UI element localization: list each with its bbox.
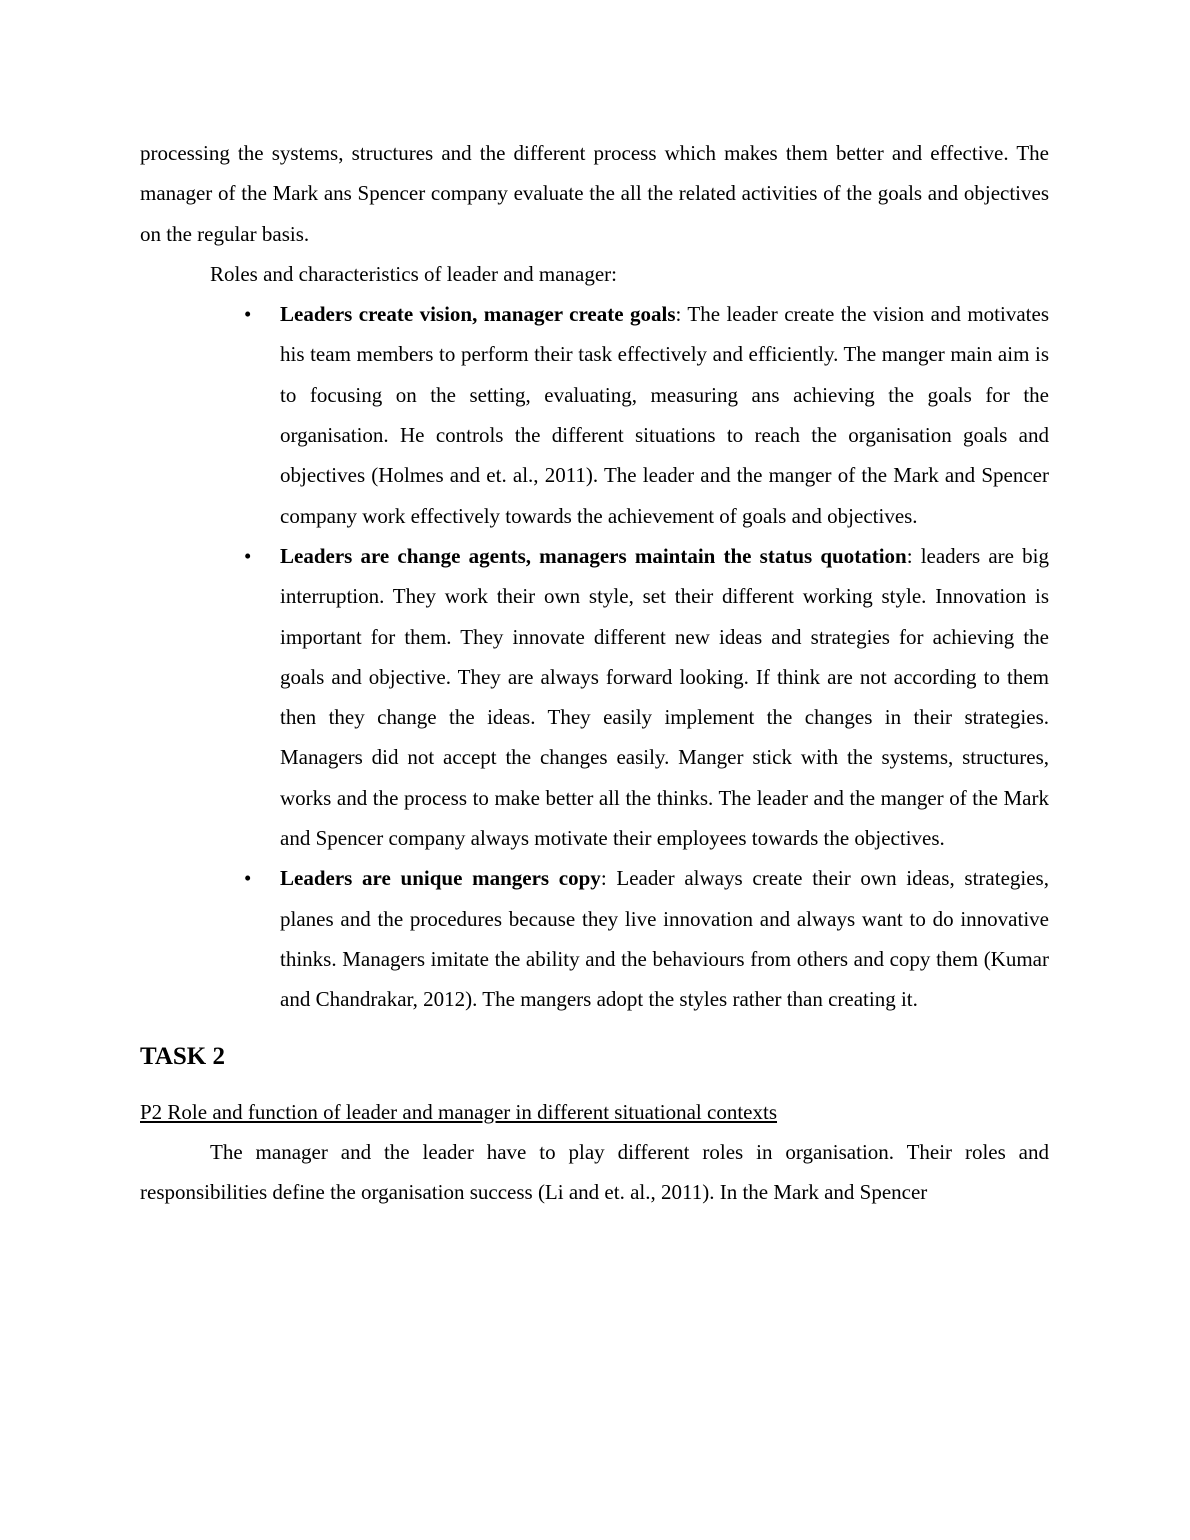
task-heading: TASK 2 bbox=[140, 1042, 225, 1070]
characteristics-list bbox=[140, 294, 1049, 1019]
list-item-title: Leaders are unique mangers copy bbox=[280, 866, 601, 891]
bullet-icon: • bbox=[244, 543, 252, 568]
bullet-icon: • bbox=[244, 866, 252, 891]
document-page bbox=[140, 133, 1049, 1212]
list-item bbox=[244, 858, 1049, 1019]
list-item-title: Leaders create vision, manager create goals bbox=[280, 302, 676, 327]
list-item-text: : leaders are big interruption. They work their own style, set their different working style. Innovation is important for them. They innovate different new ideas and strategies for achieving the goals and objective. They are always forward looking. If think are not according to them then they change the ideas. They easily implement the changes in their strategies. Managers did not accept the changes easily. Manger stick with the systems, structures, works and the process to make better all the thinks. The leader and the manger of the Mark and Spencer company always motivate their employees towards the objectives. bbox=[280, 543, 1049, 851]
bullet-icon: • bbox=[244, 302, 252, 327]
list-item bbox=[244, 294, 1049, 536]
list-item-text: : The leader create the vision and motivates his team members to perform their task effectively and efficiently. The manger main aim is to focusing on the setting, evaluating, measuring ans achieving the goals for the organisation. He controls the different situations to reach the organisation goals and objectives (Holmes and et. al., 2011). The leader and the manger of the Mark and Spencer company work effectively towards the achievement of goals and objectives. bbox=[280, 302, 1049, 528]
p2-heading: P2 Role and function of leader and manager in different situational contexts bbox=[140, 1099, 778, 1124]
list-item-title: Leaders are change agents, managers maintain the status quotation bbox=[280, 543, 907, 568]
list-item bbox=[244, 536, 1049, 858]
roles-subheading: Roles and characteristics of leader and manager: bbox=[210, 261, 617, 286]
p2-paragraph: The manager and the leader have to play different roles in organisation. Their roles and responsibilities define the organisation success (Li and et. al., 2011). In the Mark and Spencer bbox=[140, 1139, 1049, 1205]
intro-paragraph: processing the systems, structures and the different process which makes them better and effective. The manager of the Mark ans Spencer company evaluate the all the related activities of the goals and objectives on the regular basis. bbox=[140, 141, 1049, 246]
list-item-text: : Leader always create their own ideas, strategies, planes and the procedures because they live innovation and always want to do innovative thinks. Managers imitate the ability and the behaviours from others and copy them (Kumar and Chandrakar, 2012). The mangers adopt the styles rather than creating it. bbox=[280, 866, 1049, 1012]
